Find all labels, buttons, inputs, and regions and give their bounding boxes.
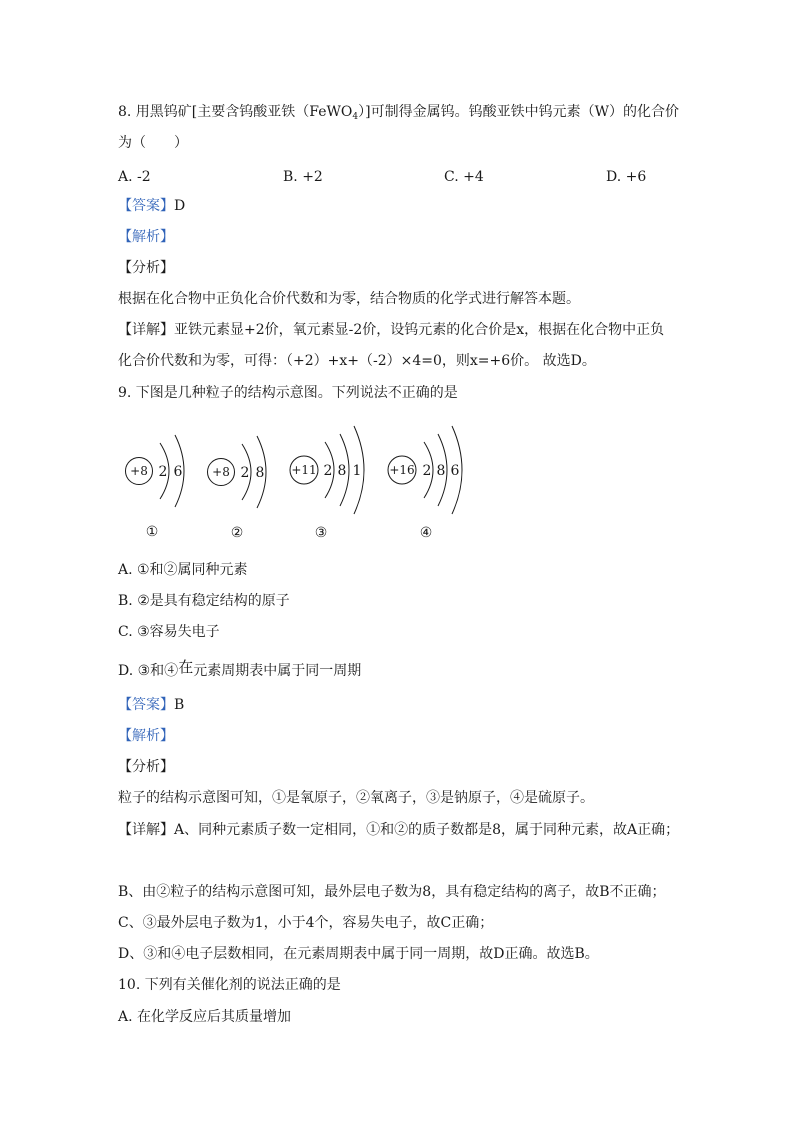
- particle-structure-diagram: [100, 410, 480, 550]
- particle-2-shell-2-electrons: 8: [255, 465, 265, 481]
- q9-option-c: C. ③容易失电子: [118, 624, 220, 640]
- q8-xiangjie-text1: 亚铁元素显+2价，氧元素显-2价，设钨元素的化合价是x，根据在化合物中正负: [174, 322, 665, 338]
- particle-4-shell-2-electrons: 8: [436, 463, 446, 479]
- q9-xiangjie-b: B、由②粒子的结构示意图可知，最外层电子数为8，具有稳定结构的离子，故B不正确；: [118, 884, 666, 900]
- particle-1-label: ①: [145, 524, 159, 540]
- q9-option-a: A. ①和②属同种元素: [118, 562, 248, 578]
- particle-3-shell-3-electrons: 1: [352, 463, 362, 479]
- q8-jiexi-tag: 【解析】: [118, 229, 174, 245]
- particle-4-shell-1-electrons: 2: [422, 463, 432, 479]
- particle-3: [290, 426, 364, 541]
- q9-xiangjie-c: C、③最外层电子数为1，小于4个，容易失电子，故C正确；: [118, 915, 494, 931]
- q8-options: [0, 167, 794, 187]
- q8-stem-line1: [118, 102, 679, 122]
- q8-formula-subscript: 4: [352, 112, 359, 122]
- q8-answer-tag: 【答案】: [118, 198, 174, 214]
- q8-fenxi-text: 根据在化合物中正负化合价代数和为零，结合物质的化学式进行解答本题。: [118, 291, 580, 307]
- q9-answer-tag: 【答案】: [118, 697, 174, 713]
- q8-option-a: A. -2: [118, 169, 151, 185]
- q9-xiangjie-tag: 【详解】: [118, 822, 174, 838]
- q9-option-d-part1: D. ③和④: [118, 663, 179, 679]
- q8-stem-part1: 8. 用黑钨矿[主要含钨酸亚铁（FeWO: [118, 104, 353, 120]
- particle-3-nucleus-charge: +11: [291, 463, 317, 477]
- q9-jiexi-tag: 【解析】: [118, 728, 174, 744]
- particle-4-label: ④: [419, 525, 433, 541]
- particle-3-label: ③: [314, 525, 328, 541]
- q9-option-d-part3: 元素周期表中属于同一周期: [193, 663, 362, 679]
- q8-stem-line2: 为（ ）: [118, 135, 188, 151]
- q8-answer: [118, 196, 185, 216]
- q9-xiangjie-a-text: A、同种元素质子数一定相同，①和②的质子数都是8，属于同种元素，故A正确；: [174, 822, 680, 838]
- particle-2-shell-1-electrons: 2: [240, 465, 250, 481]
- q10-option-a: A. 在化学反应后其质量增加: [118, 1009, 292, 1025]
- particle-2-nucleus-charge: +8: [212, 465, 230, 479]
- particle-2-label: ②: [230, 525, 244, 541]
- q9-xiangjie-d: D、③和④电子层数相同，在元素周期表中属于同一周期，故D正确。故选B。: [118, 946, 599, 962]
- q9-fenxi-tag: 【分析】: [118, 759, 174, 775]
- q9-stem: 9. 下图是几种粒子的结构示意图。下列说法不正确的是: [118, 385, 458, 401]
- q9-answer-value: B: [174, 697, 185, 713]
- particle-1-shell-1-electrons: 2: [158, 464, 168, 480]
- q8-option-d: D. +6: [606, 169, 647, 185]
- particle-2: [208, 436, 267, 541]
- particle-3-shell-2-electrons: 8: [337, 463, 347, 479]
- q9-option-d: [118, 660, 361, 680]
- q8-xiangjie-line2: 化合价代数和为零，可得：（+2）+x+（-2）×4=0，则x=+6价。 故选D。: [118, 353, 596, 369]
- particle-3-shell-1-electrons: 2: [323, 463, 333, 479]
- q8-xiangjie-line1: [118, 320, 664, 340]
- q9-answer: [118, 695, 184, 715]
- particle-4-shell-3-electrons: 6: [450, 463, 460, 479]
- q9-xiangjie-a: [118, 820, 679, 840]
- particle-1-shell-2-electrons: 6: [173, 464, 183, 480]
- q8-stem-part2: ）]可制得金属钨。钨酸亚铁中钨元素（W）的化合价: [358, 104, 679, 120]
- q9-option-d-part2: 在: [178, 658, 194, 676]
- q9-fenxi-text: 粒子的结构示意图可知，①是氧原子，②氧离子，③是钠原子，④是硫原子。: [118, 790, 594, 806]
- q9-option-b: B. ②是具有稳定结构的原子: [118, 593, 290, 609]
- particle-4-nucleus-charge: +16: [389, 463, 415, 477]
- q8-option-b: B. +2: [283, 169, 323, 185]
- q8-option-c: C. +4: [444, 169, 484, 185]
- particle-1-nucleus-charge: +8: [130, 464, 148, 478]
- particle-4: [388, 426, 462, 541]
- particle-1: [126, 435, 185, 540]
- q10-stem: 10. 下列有关催化剂的说法正确的是: [118, 977, 341, 993]
- q8-answer-value: D: [174, 198, 186, 214]
- q8-fenxi-tag: 【分析】: [118, 260, 174, 276]
- q8-xiangjie-tag: 【详解】: [118, 322, 174, 338]
